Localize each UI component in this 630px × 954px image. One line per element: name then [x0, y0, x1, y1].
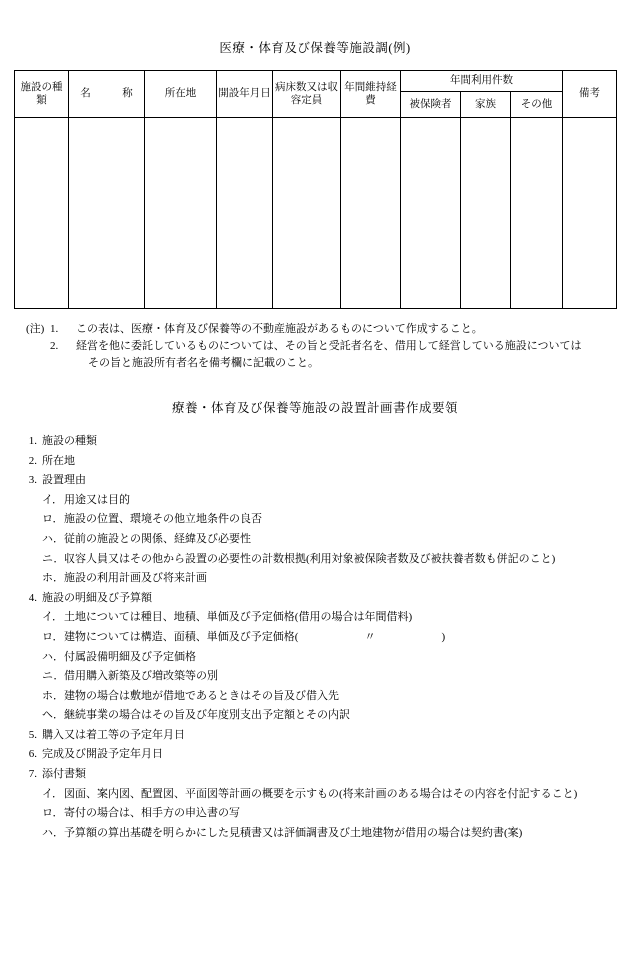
col-other: その他: [511, 92, 563, 118]
outline-sub-marker: ヘ．: [42, 709, 64, 722]
outline-sub-text: 継続事業の場合はその旨及び年度別支出予定額とその内訳: [64, 709, 350, 722]
outline-item-3: [20, 471, 616, 491]
outline-sub-marker: ニ．: [42, 552, 65, 565]
cell-beds[interactable]: [273, 118, 341, 309]
outline-sub-text: 収容人員又はその他から設置の必要性の計数根拠(利用対象被保険者数及び被扶養者数も併記のこと): [64, 552, 556, 565]
table-notes: [14, 321, 616, 372]
outline-sub-text: 施設の利用計画及び将来計画: [64, 572, 207, 585]
outline-sub-text: 建物の場合は敷地が借地であるときはその旨及び借入先: [64, 689, 339, 702]
cell-cost[interactable]: [341, 118, 401, 309]
note-number-2: 2.: [50, 340, 59, 353]
table-header-row-1: [15, 71, 617, 92]
note-row-2: [14, 338, 616, 355]
table-row: [15, 118, 617, 309]
col-group-annual-usage: 年間利用件数: [401, 71, 563, 92]
outline-sub-text: 土地については種目、地積、単価及び予定価格(借用の場合は年間借料): [64, 611, 413, 624]
outline-text: 設置理由: [42, 474, 86, 487]
page-title: 医療・体育及び保養等施設調(例): [219, 41, 411, 55]
facility-survey-table: [14, 70, 617, 309]
outline-subitem-3-3: [20, 530, 616, 550]
outline-item-6: [20, 745, 616, 765]
outline-sub-marker: イ．: [42, 493, 64, 506]
cell-family[interactable]: [461, 118, 511, 309]
outline-sub-marker: ハ．: [42, 826, 64, 839]
outline-text: 施設の種類: [42, 435, 97, 448]
outline-subitem-4-5: [20, 687, 616, 707]
outline-item-5: [20, 726, 616, 746]
outline-sub-text: 用途又は目的: [64, 493, 130, 506]
outline-sub-marker: ニ．: [42, 670, 65, 683]
outline-text: 購入又は着工等の予定年月日: [42, 728, 185, 741]
cell-insured[interactable]: [401, 118, 461, 309]
outline-subitem-3-5: [20, 569, 616, 589]
outline-marker: 7.: [28, 767, 37, 780]
outline-sub-marker: ハ．: [42, 650, 64, 663]
note-text-1: この表は、医療・体育及び保養等の不動産施設があるものについて作成すること。: [76, 323, 483, 335]
outline-subitem-3-2: [20, 510, 616, 530]
outline-sub-text: 寄付の場合は、相手方の申込書の写: [64, 807, 240, 820]
outline-sub-text: 建物については構造、面積、単価及び予定価格( 〃 ): [64, 630, 446, 643]
col-name: 名 称: [69, 71, 145, 118]
outline-text: 完成及び開設予定年月日: [42, 748, 163, 761]
document-page: [0, 38, 630, 954]
outline-marker: 6.: [28, 748, 37, 761]
outline-text: 施設の明細及び予算額: [42, 591, 152, 604]
outline-item-7: [20, 765, 616, 785]
outline-subitem-4-4: [20, 667, 616, 687]
outline-sub-marker: ホ．: [42, 689, 64, 702]
outline-subitem-7-1: [20, 785, 616, 805]
col-insured: 被保険者: [401, 92, 461, 118]
outline-subitem-4-3: [20, 648, 616, 668]
outline-marker: 4.: [28, 591, 37, 604]
cell-other[interactable]: [511, 118, 563, 309]
outline-sub-marker: イ．: [42, 611, 64, 624]
outline-item-2: [20, 452, 616, 472]
note-text-2-continued: その旨と施設所有者名を備考欄に記載のこと。: [88, 357, 319, 370]
outline-sub-text: 予算額の算出基礎を明らかにした見積書又は評価調書及び土地建物が借用の場合は契約書(案): [64, 826, 523, 839]
cell-open-date[interactable]: [217, 118, 273, 309]
outline-subitem-4-1: [20, 608, 616, 628]
outline-marker: 2.: [28, 454, 37, 467]
outline-list: [14, 432, 616, 843]
outline-subitem-3-1: [20, 491, 616, 511]
cell-name[interactable]: [69, 118, 145, 309]
col-location: 所在地: [145, 71, 217, 118]
outline-sub-marker: ホ．: [42, 572, 64, 585]
col-beds: 病床数又は収容定員: [273, 71, 341, 118]
outline-subitem-7-3: [20, 824, 616, 844]
outline-sub-marker: ハ．: [42, 533, 64, 546]
outline-sub-marker: イ．: [42, 787, 64, 800]
outline-marker: 3.: [28, 474, 37, 487]
cell-remarks[interactable]: [563, 118, 617, 309]
note-number-1: 1.: [50, 323, 59, 335]
outline-subitem-4-2: [20, 628, 616, 648]
col-family: 家族: [461, 92, 511, 118]
outline-sub-marker: ロ．: [42, 807, 64, 820]
outline-sub-text: 従前の施設との関係、経緯及び必要性: [64, 533, 251, 546]
outline-sub-text: 借用購入新築及び増改築等の別: [64, 670, 218, 683]
col-facility-type: [15, 71, 69, 118]
outline-text: 添付書類: [42, 767, 86, 780]
col-cost: 年間維持経費: [341, 71, 401, 118]
outline-sub-marker: ロ．: [42, 513, 64, 526]
section-title: 療養・体育及び保養等施設の設置計画書作成要領: [171, 401, 458, 416]
outline-marker: 1.: [28, 435, 37, 448]
col-facility-type-line1: 施設の種類: [20, 81, 63, 106]
outline-subitem-7-2: [20, 804, 616, 824]
outline-subitem-3-4: [20, 550, 616, 570]
outline-sub-text: 施設の位置、環境その他立地条件の良否: [64, 513, 262, 526]
note-text-2: 経営を他に委託しているものについては、その旨と受託者名を、借用して経営している施設については: [76, 340, 582, 353]
outline-item-1: [20, 432, 616, 452]
outline-sub-marker: ロ．: [42, 630, 64, 643]
note-row-1: [14, 321, 616, 338]
cell-location[interactable]: [145, 118, 217, 309]
cell-facility-type[interactable]: [15, 118, 69, 309]
outline-sub-text: 付属設備明細及び予定価格: [64, 650, 196, 663]
outline-item-4: [20, 589, 616, 609]
note-label: (注): [26, 323, 45, 335]
outline-subitem-4-6: [20, 706, 616, 726]
outline-text: 所在地: [42, 454, 75, 467]
col-remarks: 備考: [563, 71, 617, 118]
col-open-date: 開設年月日: [217, 71, 273, 118]
outline-sub-text: 図面、案内図、配置図、平面図等計画の概要を示すもの(将来計画のある場合はその内容を付記すること): [64, 787, 578, 800]
outline-marker: 5.: [28, 728, 37, 741]
